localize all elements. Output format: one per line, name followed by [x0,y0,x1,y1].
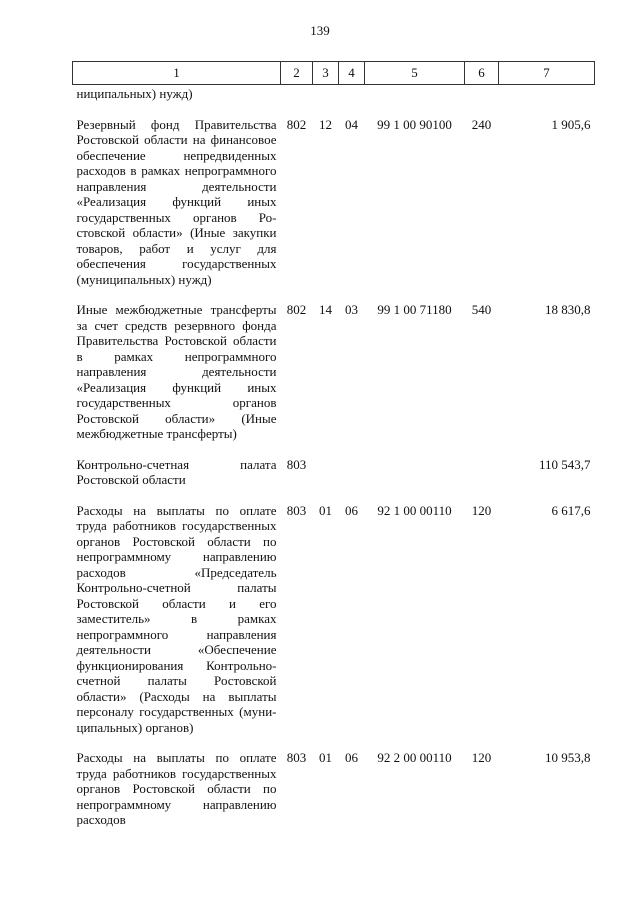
row-pr: 03 [345,302,358,317]
row-csr: 99 1 00 71180 [377,302,452,317]
row-vr: 540 [471,302,492,317]
row-description: Иные межбюджетные трансферты за счет средств резервного фонда Правительства Ростовской области в рамках непрограммного направления деятельности «Реализация функций иных государственных органов Ростовской области» (Иные межбюджетные трансферты) [76,302,277,441]
header-col-5: 5 [365,62,465,85]
header-col-3: 3 [313,62,339,85]
row-csr: 99 1 00 90100 [377,116,452,132]
row-description: Расходы на выплаты по оплате труда работников государственных органов Ростовской области по непрограммному направлению расходов [76,750,277,827]
row-description: Резервный фонд Правительства Ростовской области на финансовое обеспечение непредвиденных расходов в рамках непрограммного направления деятельности «Реализация функций иных государственных органов Ростовской области» (Иные закупки товаров, работ и услуг для обеспечения государственных (муниципальных) нужд) [76,116,277,287]
row-sum: 1 905,6 [551,116,591,132]
row-ved: 802 [286,116,307,132]
row-csr [365,85,465,102]
row-sum: 18 830,8 [545,302,591,317]
header-col-6: 6 [465,62,499,85]
header-row [73,62,595,85]
row-rz: 01 [319,750,332,765]
table-row [73,503,595,736]
row-sum [499,85,595,102]
row-vr: 120 [471,502,492,518]
table-row [73,302,595,442]
row-vr: 120 [471,750,492,765]
row-rz: 01 [319,502,332,518]
row-ved: 803 [286,502,307,518]
budget-table [72,61,595,828]
row-rz [313,85,339,102]
header-col-7: 7 [499,62,595,85]
table-row [73,85,595,102]
row-rz [313,457,339,488]
row-ved: 803 [286,750,307,765]
row-pr: 06 [345,750,358,765]
row-vr [465,457,499,488]
row-pr: 04 [345,116,358,132]
page-number: 139 [310,23,330,38]
row-rz: 14 [319,302,332,317]
row-rz: 12 [319,116,332,132]
row-csr [365,457,465,488]
row-ved [281,85,313,102]
row-vr [465,85,499,102]
header-col-1: 1 [73,62,281,85]
row-sum: 110 543,7 [538,456,591,472]
header-col-2: 2 [281,62,313,85]
row-sum: 10 953,8 [545,750,591,765]
row-description: Контрольно-счетная палата Ростовской области [76,456,277,487]
table-row [73,117,595,288]
row-pr [339,457,365,488]
header-col-4: 4 [339,62,365,85]
row-pr [339,85,365,102]
row-ved: 802 [286,302,307,317]
table-row [73,457,595,488]
row-sum: 6 617,6 [551,502,591,518]
table-row [73,750,595,828]
row-pr: 06 [345,502,358,518]
row-csr: 92 2 00 00110 [377,750,452,765]
row-vr: 240 [471,116,492,132]
row-ved: 803 [286,456,307,472]
row-description: ниципальных) нужд) [76,86,193,101]
row-description: Расходы на выплаты по оплате труда работников государственных органов Ростовской области по непрограммному направлению расходов «Председатель Контрольно-счетной палаты Ростовской области и его заместитель» в рамках непрограммного направления деятельности «Обеспечение функционирования Контрольно-счетной палаты Ростовской области» (Расходы на выплаты персоналу государственных (муниципальных) органов) [76,502,277,735]
row-csr: 92 1 00 00110 [377,502,452,518]
